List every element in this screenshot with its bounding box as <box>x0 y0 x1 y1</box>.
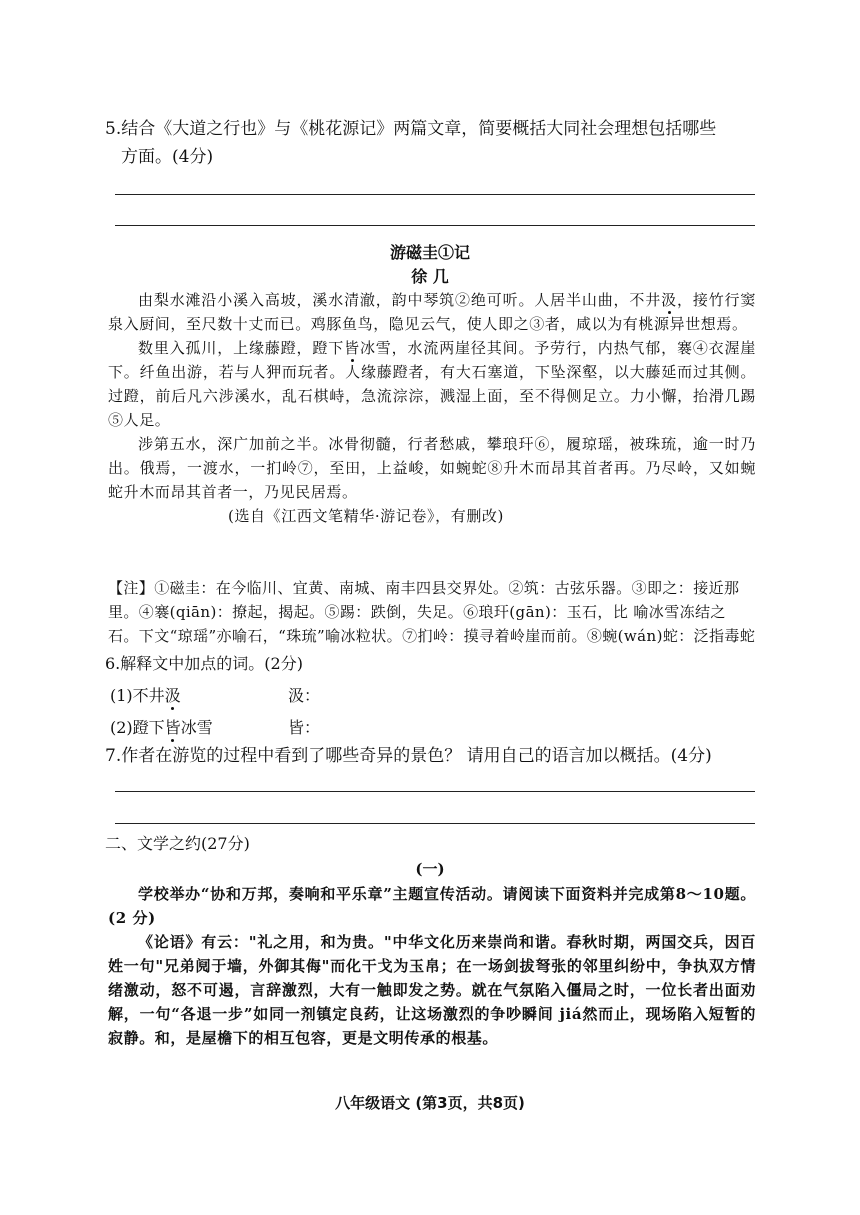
note-text: 【注】①磁圭：在今临川、宜黄、南城、南丰四县交界处。②筑：古弦乐器。③即之：接近那里。④褰(qiān)：撩起，揭起。⑤踢：跌倒，失足。⑥琅玕(gān)：玉石，比 喻冰雪冻结之石。下文“琼瑶”亦喻石，“珠琉”喻冰粒状。⑦扪岭：摸寻着岭崖而前。⑧蜿(wán)蛇：泛指毒蛇 <box>108 579 756 645</box>
answer-line[interactable] <box>115 225 755 226</box>
question-5 <box>105 115 765 171</box>
question-6-answer-1[interactable]: 汲： <box>288 686 321 705</box>
dotted-word: 皆 <box>164 718 181 737</box>
question-7-stem: 7.作者在游览的过程中看到了哪些奇异的景色？ 请用自己的语言加以概括。(4分) <box>105 746 712 766</box>
dotted-word: 汲 <box>661 291 677 309</box>
passage-paragraph-1 <box>108 288 756 336</box>
question-6-answer-2[interactable]: 皆： <box>288 718 321 737</box>
question-5-line1: 5.结合《大道之行也》与《桃花源记》两篇文章，简要概括大同社会理想包括哪些 <box>105 119 717 139</box>
passage-text: 由梨水滩沿小溪入高坡，溪水清澈，韵中琴筑②绝可听。人居半山曲，不 <box>138 291 646 309</box>
question-6-item-1 <box>110 684 181 708</box>
passage-title: 游磁圭①记 <box>389 243 470 262</box>
section-2-intro: 学校举办“协和万邦，奏响和平乐章”主题宣传活动。请阅读下面资料并完成第8～10题。(2 分) <box>108 885 756 927</box>
item-label: (1)不井 <box>110 686 165 705</box>
passage-text: 井 <box>645 291 662 309</box>
dotted-word: 皆 <box>344 339 360 357</box>
question-6-stem: 6.解释文中加点的词。(2分) <box>105 654 303 673</box>
section-2-body <box>108 882 756 1050</box>
item-label: 冰雪 <box>180 718 213 737</box>
passage-body <box>108 288 756 528</box>
passage-notes <box>108 576 756 648</box>
page-footer: 八年级语文 (第3页，共8页) <box>335 1094 525 1112</box>
answer-line[interactable] <box>115 823 755 824</box>
passage-text: ，接竹行窦泉入厨间，至尺数十丈而已。鸡豚鱼鸟，隐见云气，使人即之③者，咸以为有桃源异世想焉。 <box>108 291 756 333</box>
question-6-item-2 <box>110 716 213 740</box>
section-2-paragraph: 《论语》有云："礼之用，和为贵。"中华文化历来崇尚和谐。春秋时期，两国交兵，因百姓一句"兄弟阋于墙，外御其侮"而化干戈为玉帛；在一场剑拔弩张的邻里纠纷中，争执双方情绪激动，怒不可遏，言辞激烈，大有一触即发之势。就在气氛陷入僵局之时，一位长者出面劝解，一句“各退一步”如同一剂镇定良药，让这场激烈的争吵瞬间 jiá然而止，现场陷入短暂的寂静。和，是屋檐下的相互包容，更是文明传承的根基。 <box>108 933 756 1047</box>
answer-line[interactable] <box>115 791 755 792</box>
passage-author: 徐 几 <box>411 267 449 286</box>
answer-line[interactable] <box>115 194 755 195</box>
dotted-word: 汲 <box>164 686 181 705</box>
passage-paragraph-2 <box>108 336 756 432</box>
passage-source: (选自《江西文笔精华·游记卷》，有删改) <box>228 507 504 525</box>
section-2-heading: 二、文学之约(27分) <box>105 834 250 853</box>
section-2-sub: (一) <box>415 860 445 878</box>
passage-text: 数里入孤川，上缘藤蹬，蹬下 <box>138 339 345 357</box>
passage-paragraph-3: 涉第五水，深广加前之半。冰骨彻髓，行者愁戚，攀琅玕⑥，履琼瑶，被珠琉，逾一时乃出。俄焉，一渡水，一扪岭⑦，至田，上益峻，如蜿蛇⑧升木而昂其首者再。乃尽岭，又如蜿蛇升木而昂其首者一，乃见民居焉。 <box>108 435 756 501</box>
passage-text: 冰雪，水流两崖径其间。予劳行，内热气郁，褰④衣渥崖下。纤鱼出游，若与人狎而玩者。人缘藤蹬者，有大石塞道，下坠深壑，以大藤延而过其侧。过蹬，前后凡六涉溪水，乱石棋峙，急流淙淙，溅湿上面，至不得侧足立。力小懈，抬滑几踢⑤人足。 <box>108 339 756 429</box>
item-label: (2)蹬下 <box>110 718 165 737</box>
question-5-line2: 方面。(4分) <box>121 147 214 167</box>
